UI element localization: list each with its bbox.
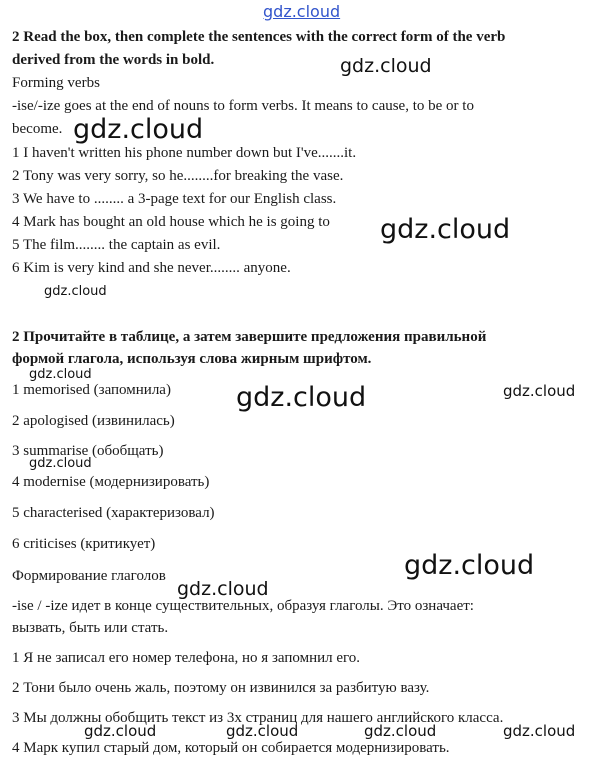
watermark: gdz.cloud — [236, 382, 367, 413]
watermark: gdz.cloud — [364, 722, 437, 740]
answer-item: 6 criticises (критикует) — [12, 536, 156, 552]
sentence-en: 3 We have to ........ a 3-page text for our English class. — [12, 191, 337, 207]
watermark: gdz.cloud — [380, 214, 511, 245]
answer-item: 2 apologised (извинилась) — [12, 413, 175, 429]
sentence-en: 2 Tony was very sorry, so he........for breaking the vase. — [12, 168, 344, 184]
sentence-en: 4 Mark has bought an old house which he is going to — [12, 214, 330, 230]
answer-item: 3 summarise (обобщать) — [12, 443, 164, 459]
watermark: gdz.cloud — [404, 550, 535, 581]
sentence-en: 6 Kim is very kind and she never........ anyone. — [12, 260, 291, 276]
watermark: gdz.cloud — [44, 284, 107, 299]
sentence-en: 5 The film........ the captain as evil. — [12, 237, 221, 253]
box-text-en-line2: become. — [12, 121, 63, 137]
watermark: gdz.cloud — [29, 367, 92, 382]
box-title-en: Forming verbs — [12, 75, 100, 91]
task-heading-ru-line1: 2 Прочитайте в таблице, а затем завершите предложения правильной — [12, 329, 487, 345]
watermark: gdz.cloud — [73, 114, 204, 145]
watermark: gdz.cloud — [340, 55, 432, 77]
answer-item: 5 characterised (характеризовал) — [12, 505, 215, 521]
watermark: gdz.cloud — [29, 456, 92, 471]
watermark: gdz.cloud — [226, 722, 299, 740]
watermark: gdz.cloud — [177, 578, 269, 600]
translation-item: 4 Марк купил старый дом, который он собирается модернизировать. — [12, 740, 450, 756]
box-text-en-line1: -ise/-ize goes at the end of nouns to form verbs. It means to cause, to be or to — [12, 98, 474, 114]
watermark: gdz.cloud — [503, 722, 576, 740]
task-heading-en-line1: 2 Read the box, then complete the sentences with the correct form of the verb — [12, 29, 506, 45]
watermark-top: gdz.cloud — [263, 2, 341, 21]
answer-item: 4 modernise (модернизировать) — [12, 474, 210, 490]
watermark: gdz.cloud — [503, 382, 576, 400]
translation-item: 3 Мы должны обобщить текст из 3х страниц для нашего английского класса. — [12, 710, 504, 726]
box-text-ru-line1: -ise / -ize идет в конце существительных, образуя глаголы. Это означает: — [12, 598, 474, 614]
watermark: gdz.cloud — [84, 722, 157, 740]
translation-item: 2 Тони было очень жаль, поэтому он извинился за разбитую вазу. — [12, 680, 430, 696]
answer-item: 1 memorised (запомнила) — [12, 382, 171, 398]
box-title-ru: Формирование глаголов — [12, 568, 166, 584]
task-heading-ru-line2: формой глагола, используя слова жирным шрифтом. — [12, 351, 372, 367]
sentence-en: 1 I haven't written his phone number down but I've.......it. — [12, 145, 357, 161]
translation-item: 1 Я не записал его номер телефона, но я запомнил его. — [12, 650, 361, 666]
box-text-ru-line2: вызвать, быть или стать. — [12, 620, 169, 636]
task-heading-en-line2: derived from the words in bold. — [12, 52, 215, 68]
